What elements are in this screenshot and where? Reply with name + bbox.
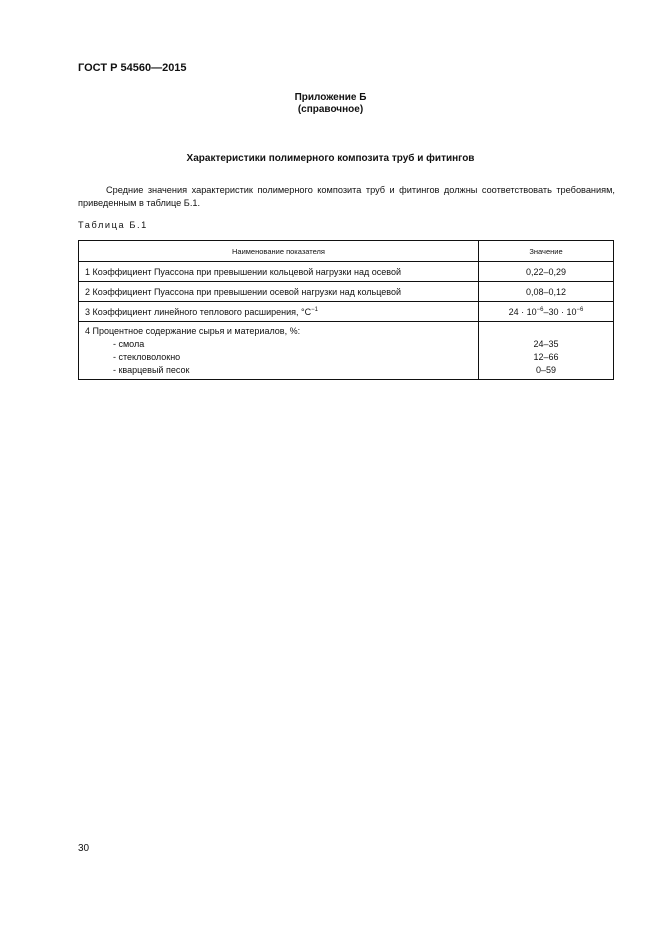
table-row <box>79 262 614 282</box>
group-values <box>479 322 614 380</box>
table-row <box>79 282 614 302</box>
group-item-value: 12–66 <box>533 352 559 362</box>
standard-number: ГОСТ Р 54560—2015 <box>78 62 187 74</box>
row-value: 0,22–0,29 <box>479 262 614 282</box>
intro-paragraph: Средние значения характеристик полимерного композита труб и фитингов должны соответствовать требованиям, приведенным в таблице Б.1. <box>78 185 615 208</box>
appendix-type: (справочное) <box>297 104 364 115</box>
appendix-title: Приложение Б <box>294 92 367 103</box>
table-header-row <box>79 241 614 262</box>
row-name: 1 Коэффициент Пуассона при превышении кольцевой нагрузки над осевой <box>79 262 479 282</box>
group-title-spacer <box>485 325 607 338</box>
column-header-value: Значение <box>479 241 614 262</box>
group-item-name: - стекловолокно <box>113 352 181 362</box>
page-number: 30 <box>78 843 90 854</box>
group-title: 4 Процентное содержание сырья и материалов, %: <box>85 326 301 336</box>
row-name-text: 3 Коэффициент линейного теплового расширения, °С <box>85 306 312 317</box>
group-names <box>79 322 479 380</box>
group-item-name: - кварцевый песок <box>113 365 190 375</box>
table-caption: Таблица Б.1 <box>78 220 148 230</box>
group-item-name: - смола <box>113 339 145 349</box>
value-high-exponent: −6 <box>576 306 584 313</box>
group-item-value: 0–59 <box>535 365 557 375</box>
row-name: 2 Коэффициент Пуассона при превышении осевой нагрузки над кольцевой <box>79 282 479 302</box>
column-header-name: Наименование показателя <box>79 241 479 262</box>
table-row-group <box>79 322 614 380</box>
value-low: 24 · 10 <box>508 306 537 317</box>
table-row <box>79 302 614 322</box>
unit-exponent: −1 <box>311 306 318 313</box>
value-low-exponent: −6 <box>536 306 544 313</box>
value-high: –30 · 10 <box>543 306 577 317</box>
appendix-header <box>0 92 661 116</box>
row-value: 0,08–0,12 <box>479 282 614 302</box>
group-item-value: 24–35 <box>533 339 559 349</box>
row-name <box>79 302 479 322</box>
characteristics-table <box>78 240 614 380</box>
section-heading: Характеристики полимерного композита труб и фитингов <box>186 153 475 164</box>
row-value <box>479 302 614 322</box>
